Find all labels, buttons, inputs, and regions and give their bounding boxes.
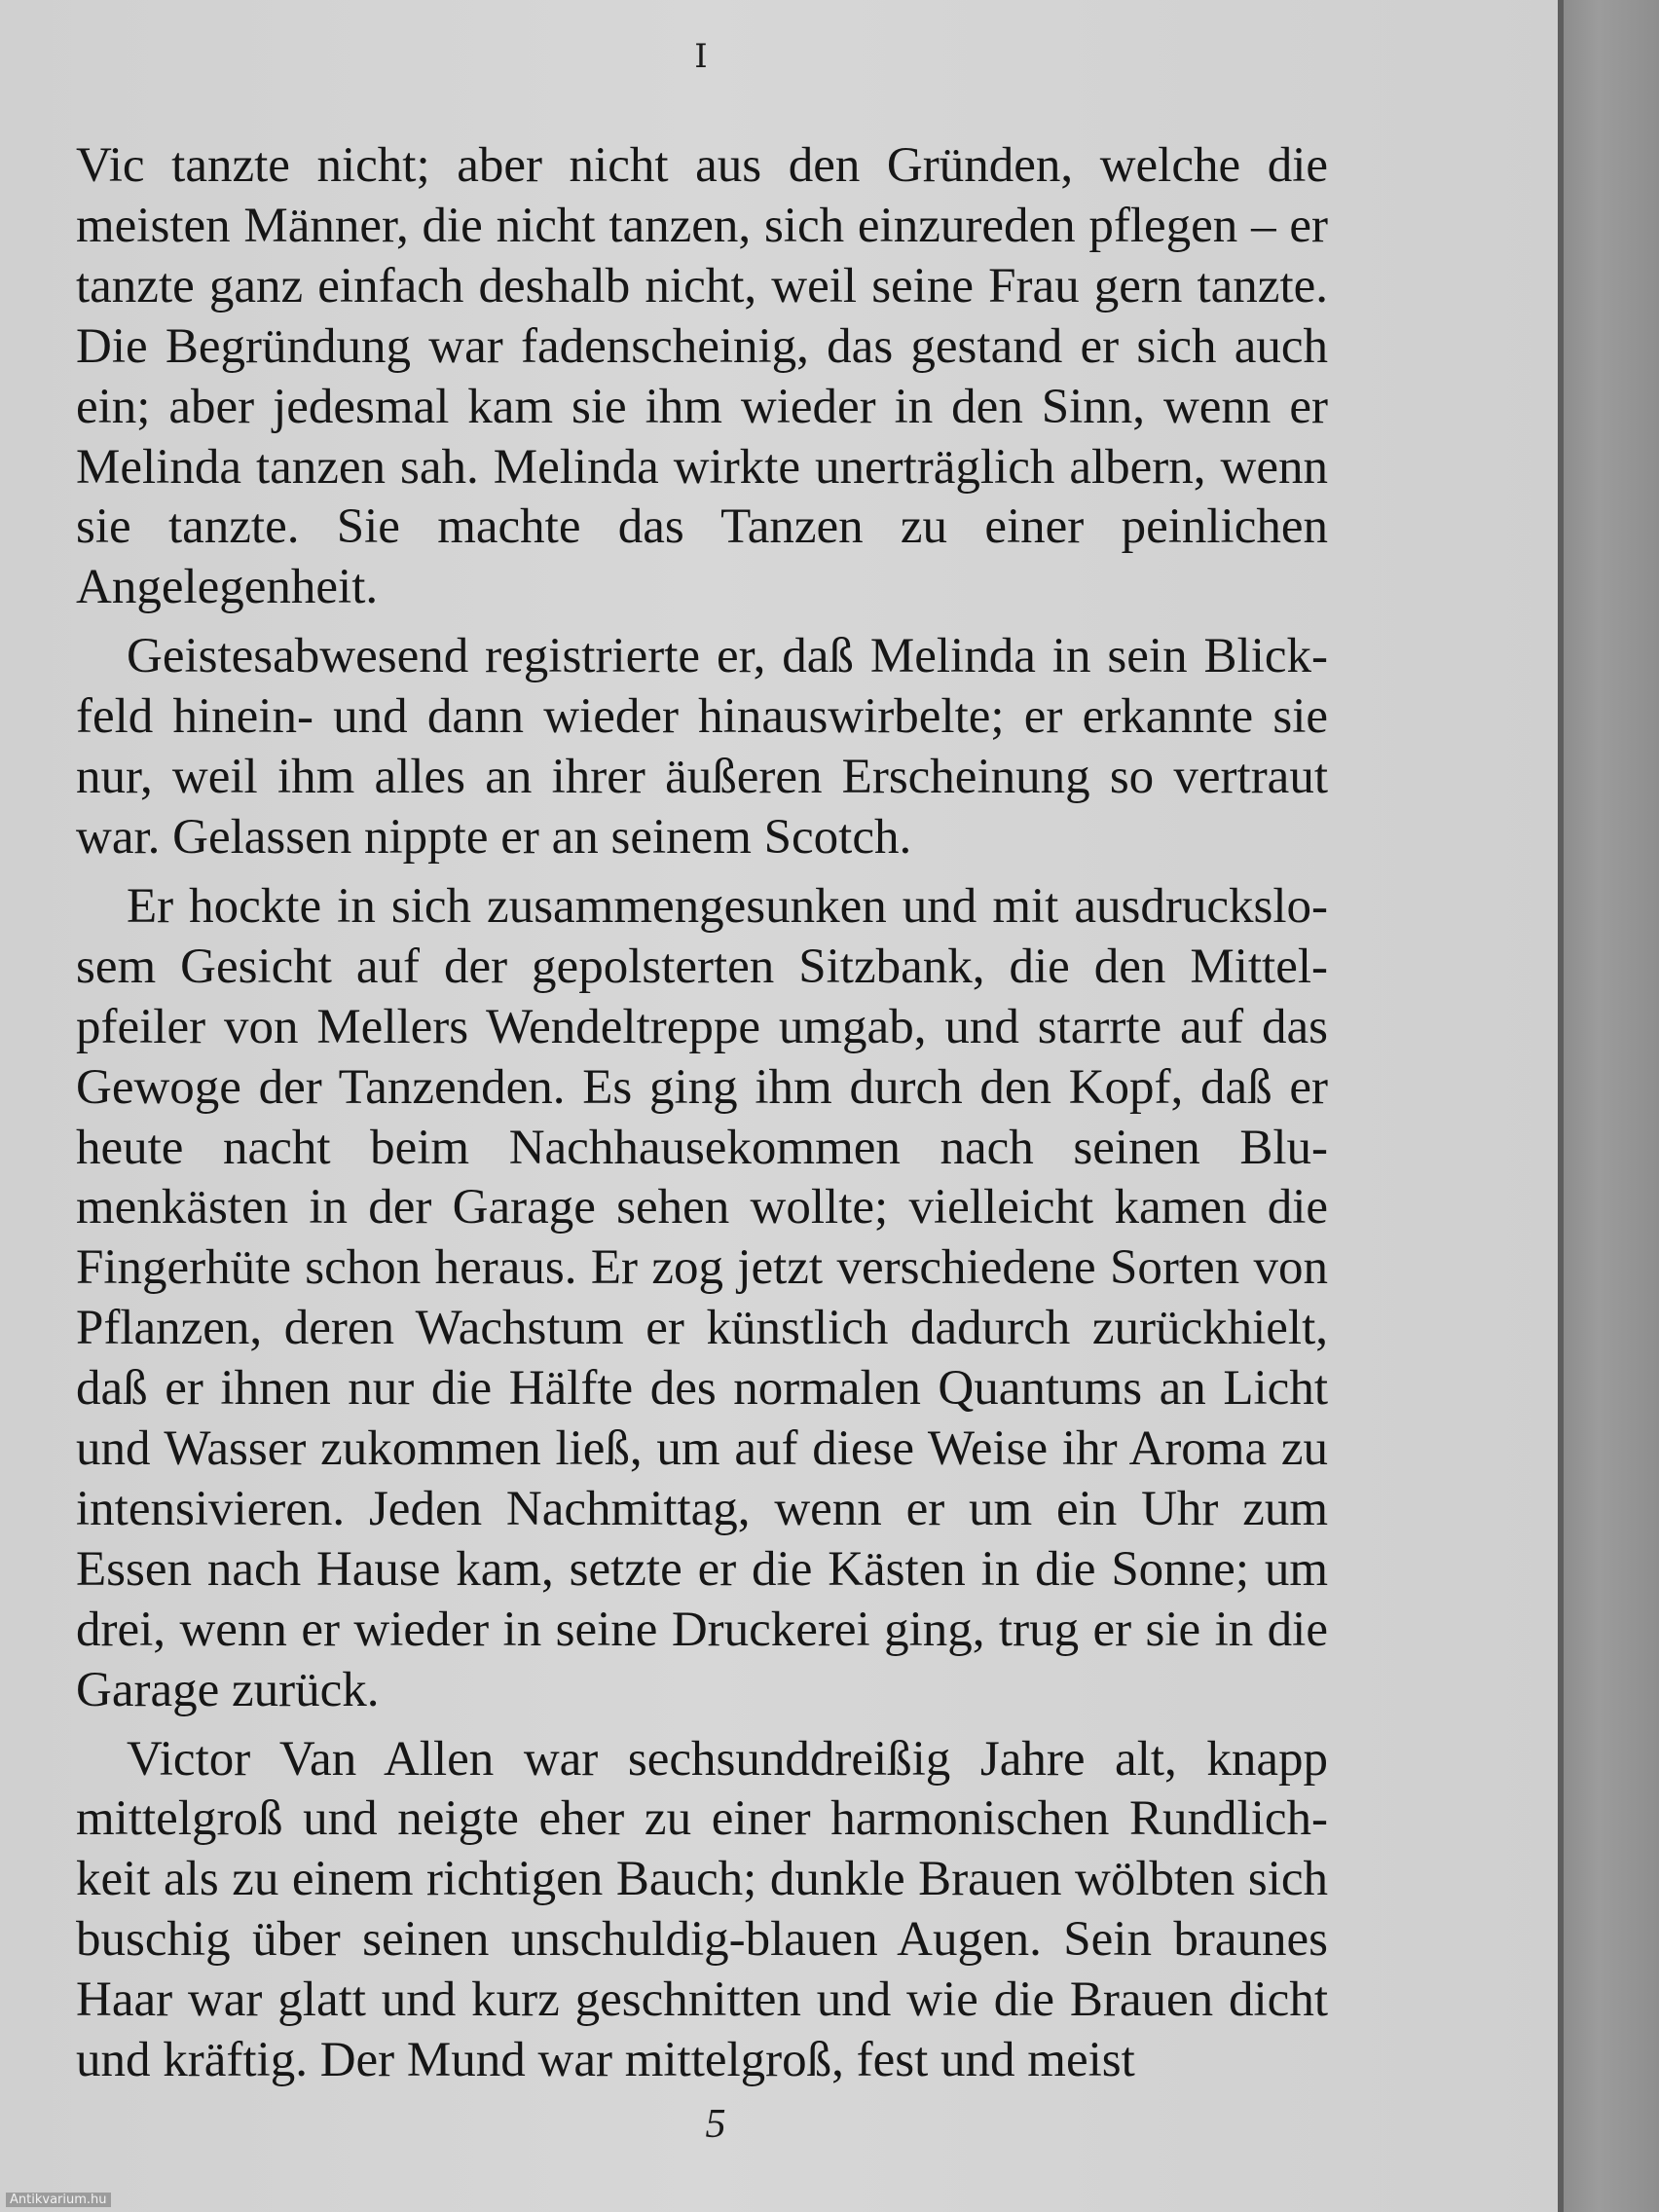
paragraph: Victor Van Allen war sechsunddreißig Jahre alt, knapp mittelgroß und neigte eher zu einer harmonischen Rundlichkeit als zu einem richtigen Bauch; dunkle Brauen wölbten sich buschig über seinen unschuldig-blauen Augen. Sein braunes Haar war glatt und kurz geschnitten und wie die Brauen dicht und kräftig. Der Mund war mittelgroß, fest und meist — [76, 1731, 1328, 2088]
page-number: 5 — [705, 2102, 726, 2147]
watermark: Antikvarium.hu — [6, 2193, 111, 2207]
chapter-number: I — [694, 37, 708, 76]
paragraph: Geistesabwesend registrierte er, daß Melinda in sein Blickfeld hinein- und dann wieder hinauswirbelte; er erkannte sie nur, weil ihm alles an ihrer äußeren Erscheinung so vertraut war. Gelassen nippte er an seinem Scotch. — [76, 629, 1328, 865]
page-stack-edge — [1558, 0, 1659, 2212]
body-text — [76, 136, 1328, 2100]
paragraph: Er hockte in sich zusammengesunken und mit ausdruckslosem Gesicht auf der gepolsterten Sitzbank, die den Mittelpfeiler von Mellers Wendeltreppe umgab, und starrte auf das Gewoge der Tanzenden. Es ging ihm durch den Kopf, daß er heute nacht beim Nachhausekommen nach seinen Blumenkästen in der Garage sehen wollte; vielleicht kamen die Fingerhüte schon heraus. Er zog jetzt verschiedene Sorten von Pflanzen, deren Wachstum er künstlich dadurch zurückhielt, daß er ihnen nur die Hälfte des normalen Quantums an Licht und Wasser zukommen ließ, um auf diese Weise ihr Aroma zu intensivieren. Jeden Nachmittag, wenn er um ein Uhr zum Essen nach Hause kam, setzte er die Kästen in die Sonne; um drei, wenn er wieder in seine Druckerei ging, trug er sie in die Garage zurück. — [76, 878, 1328, 1717]
paragraph: Vic tanzte nicht; aber nicht aus den Gründen, welche die meisten Männer, die nicht tanzen, sich einzureden pflegen – er tanzte ganz einfach deshalb nicht, weil seine Frau gern tanzte. Die Begründung war fadenscheinig, das gestand er sich auch ein; aber jedesmal kam sie ihm wieder in den Sinn, wenn er Melinda tanzen sah. Melinda wirkte unerträglich albern, wenn sie tanzte. Sie machte das Tanzen zu einer peinlichen Angelegenheit. — [76, 138, 1328, 615]
